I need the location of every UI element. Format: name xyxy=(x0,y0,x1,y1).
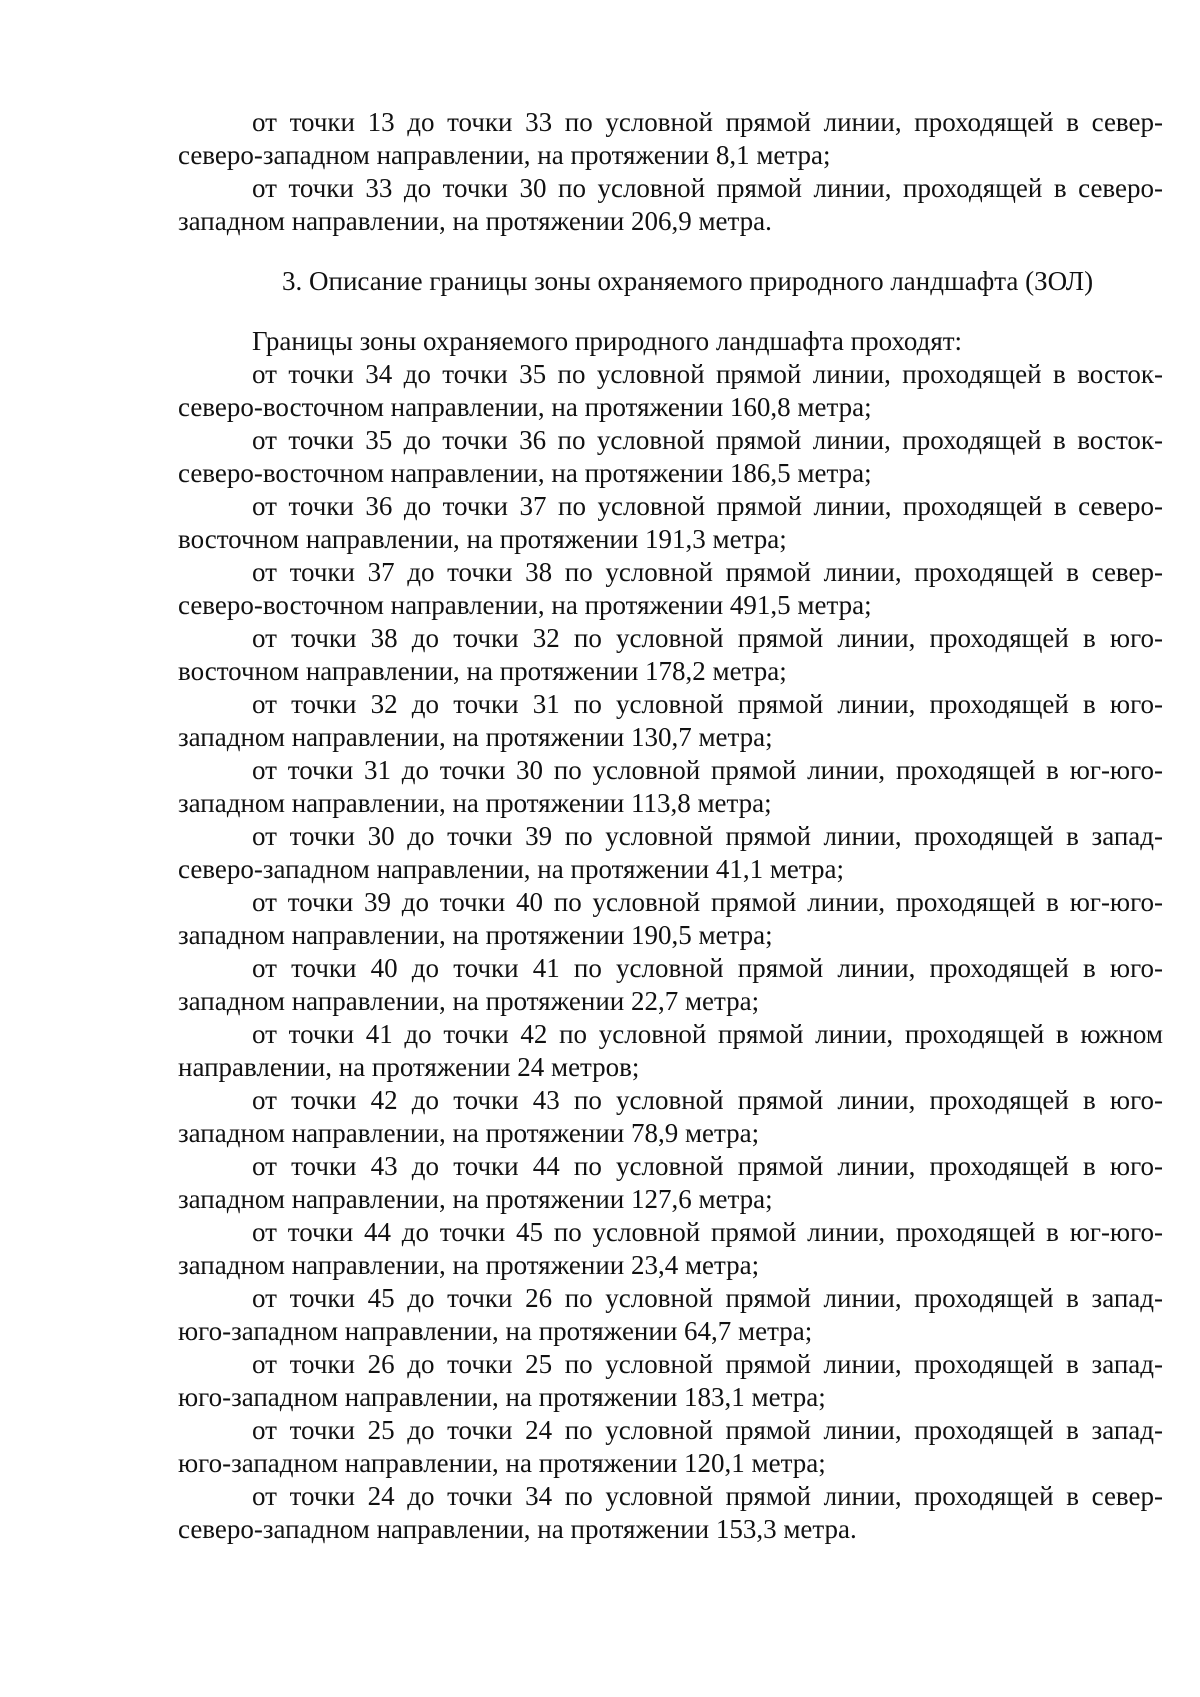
segment-line: восточном направлении, на протяжении 178,2 метра; xyxy=(178,656,787,686)
document-page xyxy=(178,106,1163,1546)
boundary-segment xyxy=(178,952,1163,1018)
boundary-segment xyxy=(178,1282,1163,1348)
boundary-segment xyxy=(178,424,1163,490)
segment-line: западном направлении, на протяжении 190,5 метра; xyxy=(178,920,773,950)
segment-line: от точки 43 до точки 44 по условной прямой линии, проходящей в юго- xyxy=(252,1151,1163,1181)
segment-line: от точки 42 до точки 43 по условной прямой линии, проходящей в юго- xyxy=(252,1085,1163,1115)
boundary-segment xyxy=(178,886,1163,952)
boundary-segment xyxy=(178,754,1163,820)
boundary-segment xyxy=(178,622,1163,688)
segment-line: от точки 35 до точки 36 по условной прямой линии, проходящей в восток- xyxy=(252,425,1163,455)
section-heading: 3. Описание границы зоны охраняемого природного ландшафта (ЗОЛ) xyxy=(282,266,1094,296)
segment-line: северо-западном направлении, на протяжении 8,1 метра; xyxy=(178,140,831,170)
segment-line: юго-западном направлении, на протяжении 120,1 метра; xyxy=(178,1448,826,1478)
section-intro: Границы зоны охраняемого природного ландшафта проходят: xyxy=(252,326,963,356)
boundary-segment xyxy=(178,1216,1163,1282)
segment-line: от точки 38 до точки 32 по условной прямой линии, проходящей в юго- xyxy=(252,623,1163,653)
segment-line: от точки 33 до точки 30 по условной прямой линии, проходящей в северо- xyxy=(252,173,1163,203)
boundary-segment xyxy=(178,688,1163,754)
segment-line: западном направлении, на протяжении 127,6 метра; xyxy=(178,1184,773,1214)
boundary-segment xyxy=(178,820,1163,886)
segment-line: северо-западном направлении, на протяжении 41,1 метра; xyxy=(178,854,845,884)
previous-section-continuation xyxy=(178,106,1163,238)
segment-line: северо-западном направлении, на протяжении 153,3 метра. xyxy=(178,1514,857,1544)
boundary-segment xyxy=(178,490,1163,556)
segment-line: западном направлении, на протяжении 130,7 метра; xyxy=(178,722,773,752)
segment-line: от точки 34 до точки 35 по условной прямой линии, проходящей в восток- xyxy=(252,359,1163,389)
segment-line: от точки 32 до точки 31 по условной прямой линии, проходящей в юго- xyxy=(252,689,1163,719)
segment-line: от точки 41 до точки 42 по условной прямой линии, проходящей в южном xyxy=(252,1019,1163,1049)
boundary-segment xyxy=(178,358,1163,424)
segment-line: северо-восточном направлении, на протяжении 491,5 метра; xyxy=(178,590,872,620)
segment-line: западном направлении, на протяжении 206,9 метра. xyxy=(178,206,772,236)
segment-line: от точки 45 до точки 26 по условной прямой линии, проходящей в запад- xyxy=(252,1283,1163,1313)
boundary-segment xyxy=(178,1480,1163,1546)
segment-line: от точки 30 до точки 39 по условной прямой линии, проходящей в запад- xyxy=(252,821,1163,851)
segment-line: от точки 44 до точки 45 по условной прямой линии, проходящей в юг-юго- xyxy=(252,1217,1163,1247)
segment-line: западном направлении, на протяжении 113,8 метра; xyxy=(178,788,772,818)
segment-line: северо-восточном направлении, на протяжении 186,5 метра; xyxy=(178,458,872,488)
segment-line: от точки 31 до точки 30 по условной прямой линии, проходящей в юг-юго- xyxy=(252,755,1163,785)
boundary-segment xyxy=(178,172,1163,238)
boundary-segment xyxy=(178,556,1163,622)
boundary-segment xyxy=(178,1018,1163,1084)
boundary-segment-list xyxy=(178,358,1163,1546)
boundary-segment xyxy=(178,1084,1163,1150)
segment-line: от точки 36 до точки 37 по условной прямой линии, проходящей в северо- xyxy=(252,491,1163,521)
boundary-segment xyxy=(178,1348,1163,1414)
boundary-segment xyxy=(178,106,1163,172)
segment-line: от точки 24 до точки 34 по условной прямой линии, проходящей в север- xyxy=(252,1481,1163,1511)
segment-line: северо-восточном направлении, на протяжении 160,8 метра; xyxy=(178,392,872,422)
segment-line: от точки 40 до точки 41 по условной прямой линии, проходящей в юго- xyxy=(252,953,1163,983)
segment-line: юго-западном направлении, на протяжении 64,7 метра; xyxy=(178,1316,813,1346)
segment-line: юго-западном направлении, на протяжении 183,1 метра; xyxy=(178,1382,826,1412)
segment-line: от точки 39 до точки 40 по условной прямой линии, проходящей в юг-юго- xyxy=(252,887,1163,917)
segment-line: западном направлении, на протяжении 23,4 метра; xyxy=(178,1250,760,1280)
boundary-segment xyxy=(178,1414,1163,1480)
segment-line: направлении, на протяжении 24 метров; xyxy=(178,1052,640,1082)
segment-line: западном направлении, на протяжении 22,7 метра; xyxy=(178,986,760,1016)
boundary-segment xyxy=(178,1150,1163,1216)
segment-line: от точки 37 до точки 38 по условной прямой линии, проходящей в север- xyxy=(252,557,1163,587)
segment-line: восточном направлении, на протяжении 191,3 метра; xyxy=(178,524,787,554)
segment-line: от точки 13 до точки 33 по условной прямой линии, проходящей в север- xyxy=(252,107,1163,137)
segment-line: западном направлении, на протяжении 78,9 метра; xyxy=(178,1118,760,1148)
segment-line: от точки 26 до точки 25 по условной прямой линии, проходящей в запад- xyxy=(252,1349,1163,1379)
segment-line: от точки 25 до точки 24 по условной прямой линии, проходящей в запад- xyxy=(252,1415,1163,1445)
